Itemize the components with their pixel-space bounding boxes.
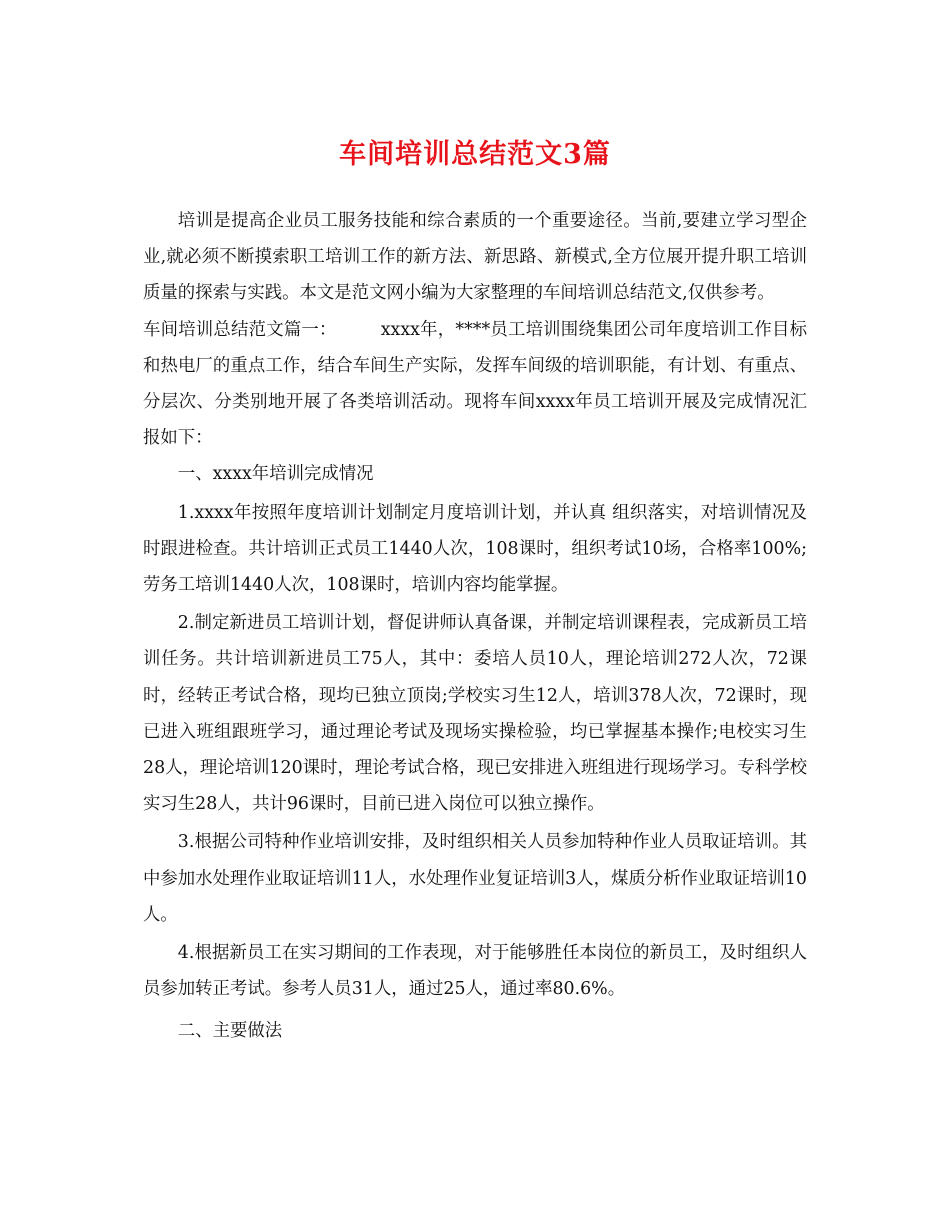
document-body — [143, 203, 807, 1050]
section-heading-one: 一、xxxx年培训完成情况 — [177, 464, 374, 485]
list-item-three: 3.根据公司特种作业培训安排，及时组织相关人员参加特种作业人员取证培训。其中参加水处理作业取证培训11人，水处理作业复证培训3人，煤质分析作业取证培训10人。 — [143, 832, 807, 925]
section-heading-two: 二、主要做法 — [177, 1021, 283, 1042]
article-one-paragraph: 车间培训总结范文篇一： xxxx年，****员工培训围绕集团公司年度培训工作目标和热电厂的重点工作，结合车间生产实际，发挥车间级的培训职能，有计划、有重点、分层次、分类别地开展了各类培训活动。现将车间xxxx年员工培训开展及完成情况汇报如下： — [143, 319, 807, 449]
list-item-four: 4.根据新员工在实习期间的工作表现，对于能够胜任本岗位的新员工，及时组织人员参加转正考试。参考人员31人，通过25人，通过率80.6%。 — [143, 943, 807, 1000]
list-item-two: 2.制定新进员工培训计划，督促讲师认真备课，并制定培训课程表，完成新员工培训任务。共计培训新进员工75人，其中：委培人员10人，理论培训272人次，72课时，经转正考试合格，现均已独立顶岗;学校实习生12人，培训378人次，72课时，现已进入班组跟班学习，通过理论考试及现场实操检验，均已掌握基本操作;电校实习生28人，理论培训120课时，理论考试合格，现已安排进入班组进行现场学习。专科学校实习生28人，共计96课时，目前已进入岗位可以独立操作。 — [143, 613, 807, 815]
list-item-one: 1.xxxx年按照年度培训计划制定月度培训计划，并认真 组织落实，对培训情况及时跟进检查。共计培训正式员工1440人次，108课时，组织考试10场，合格率100%;劳务工培训1440人次，108课时，培训内容均能掌握。 — [143, 502, 807, 596]
document-title: 车间培训总结范文3篇 — [339, 139, 611, 170]
intro-paragraph: 培训是提高企业员工服务技能和综合素质的一个重要途径。当前,要建立学习型企业,就必须不断摸索职工培训工作的新方法、新思路、新模式,全方位展开提升职工培训质量的探索与实践。本文是范文网小编为大家整理的车间培训总结范文,仅供参考。 — [143, 211, 807, 304]
